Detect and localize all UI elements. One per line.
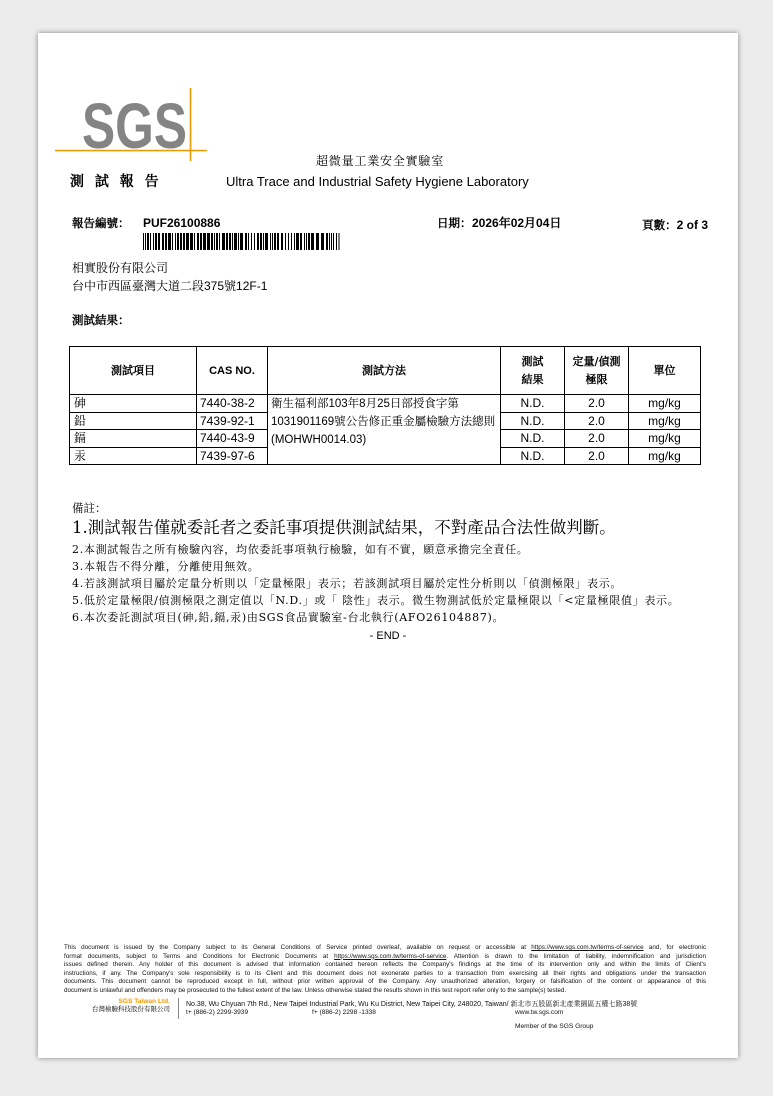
footer-company xyxy=(78,998,170,1014)
header-unit: 單位 xyxy=(629,347,701,395)
results-table xyxy=(69,346,701,465)
barcode-bar xyxy=(194,233,195,250)
barcode-bar xyxy=(245,233,247,250)
barcode-bar xyxy=(251,233,252,250)
barcode-bar xyxy=(339,233,340,250)
disclaimer-line xyxy=(64,953,706,962)
page-label: 頁數： xyxy=(642,218,677,232)
barcode-bar xyxy=(277,233,279,250)
barcode-bar xyxy=(150,233,151,250)
sgs-logo-text: SGS xyxy=(82,90,187,162)
disclaimer-text: format documents, subject to Terms and Conditions for Electronic Documents at xyxy=(64,952,335,960)
barcode-bar xyxy=(240,233,243,250)
report-page xyxy=(38,33,738,1058)
barcode-bar xyxy=(147,233,149,250)
barcode-bar xyxy=(229,233,231,250)
report-date-label: 日期： xyxy=(437,216,472,230)
barcode-bar xyxy=(186,233,189,250)
barcode-bar xyxy=(153,233,154,250)
test-item-cell: 砷 xyxy=(70,395,197,413)
barcode-bar xyxy=(316,233,319,250)
barcode-bar xyxy=(219,233,220,250)
barcode-bar xyxy=(162,233,164,250)
barcode-bar xyxy=(214,233,215,250)
barcode-bar xyxy=(333,233,334,250)
unit-cell: mg/kg xyxy=(629,430,701,448)
barcode-bar xyxy=(172,233,173,250)
note-item: 2.本測試報告之所有檢驗內容，均依委託事項執行檢驗，如有不實，願意承擔完全責任。 xyxy=(72,543,529,556)
test-item-cell: 汞 xyxy=(70,447,197,465)
disclaimer-line: instructions, if any. The Company's sole responsibility is to its Client and this document does not exonerate parties to a transaction from exercising all their rights and obligations under the transaction xyxy=(64,969,706,977)
company-website-link[interactable]: www.tw.sgs.com xyxy=(515,1009,564,1016)
barcode-bar xyxy=(270,233,271,250)
barcode-bar xyxy=(145,233,146,250)
cas-no-cell: 7440-38-2 xyxy=(197,395,268,413)
barcode-bar xyxy=(234,233,237,250)
table-row xyxy=(70,395,701,413)
note-item: 3.本報告不得分離，分離使用無效。 xyxy=(72,560,260,573)
notes-label: 備註： xyxy=(72,501,107,515)
unit-cell: mg/kg xyxy=(629,395,701,413)
barcode-bar xyxy=(308,233,310,250)
report-date: 2026年02月04日 xyxy=(472,216,562,230)
cas-no-cell: 7440-43-9 xyxy=(197,430,268,448)
barcode-bar xyxy=(216,233,218,250)
barcode-bar xyxy=(238,233,239,250)
barcode xyxy=(143,233,340,250)
client-name: 相實股份有限公司 xyxy=(72,261,169,275)
barcode-bar xyxy=(281,233,283,250)
footer-divider xyxy=(178,998,179,1019)
barcode-bar xyxy=(211,233,213,250)
terms-of-service-link[interactable]: https://www.sgs.com.tw/terms-of-service xyxy=(531,944,644,951)
company-name-en: SGS Taiwan Ltd. xyxy=(118,998,170,1005)
note-item: 6.本次委託測試項目(砷,鉛,鎘,汞)由SGS食品實驗室-台北執行(AFO26104887)。 xyxy=(72,611,505,624)
barcode-bar xyxy=(232,233,233,250)
barcode-bar xyxy=(294,233,295,250)
barcode-bar xyxy=(274,233,276,250)
barcode-bar xyxy=(257,233,259,250)
test-method-cell xyxy=(268,395,501,465)
report-number-label: 報告編號： xyxy=(72,216,130,230)
results-label: 測試結果： xyxy=(72,313,130,327)
barcode-bar xyxy=(143,233,144,250)
result-cell: N.D. xyxy=(501,395,565,413)
disclaimer-text: and, for electronic xyxy=(643,944,706,951)
barcode-bar xyxy=(329,233,330,250)
result-cell: N.D. xyxy=(501,430,565,448)
barcode-bar xyxy=(180,233,182,250)
document-title: 測 試 報 告 xyxy=(70,174,162,190)
disclaimer-line xyxy=(64,944,706,953)
header-limit-line: 定量/偵測 xyxy=(572,354,621,368)
barcode-bar xyxy=(190,233,193,250)
result-cell: N.D. xyxy=(501,412,565,430)
disclaimer-text: . Attention is drawn to the limitation of liability, indemnification and jurisdiction xyxy=(446,952,706,960)
barcode-bar xyxy=(300,233,302,250)
barcode-bar xyxy=(265,233,268,250)
barcode-bar xyxy=(200,233,202,250)
barcode-bar xyxy=(226,233,228,250)
report-number: PUF26100886 xyxy=(143,216,221,230)
unit-cell: mg/kg xyxy=(629,412,701,430)
barcode-bar xyxy=(321,233,324,250)
disclaimer-line: issues defined therein. Any holder of this document is advised that information contained hereon reflects the Company's findings at the time of its intervention only and within the limits of Client's xyxy=(64,961,706,969)
company-fax: f+ (886-2) 2298 -1338 xyxy=(312,1009,376,1016)
disclaimer-line: documents. This document cannot be reproduced except in full, without prior written approval of the Company. Any unauthorized alteration, forgery or falsification of the content or appearance of this xyxy=(64,978,706,986)
barcode-bar xyxy=(296,233,299,250)
barcode-bar xyxy=(331,233,332,250)
sgs-logo xyxy=(53,85,213,165)
member-of-sgs-group: Member of the SGS Group xyxy=(515,1023,594,1030)
barcode-bar xyxy=(197,233,199,250)
barcode-bar xyxy=(326,233,328,250)
barcode-bar xyxy=(263,233,264,250)
barcode-bar xyxy=(291,233,292,250)
barcode-bar xyxy=(311,233,314,250)
page-indicator xyxy=(642,216,708,234)
header-test-result-line: 結果 xyxy=(521,372,544,386)
lab-name-zh: 超微量工業安全實驗室 xyxy=(316,154,445,168)
page-number: 2 of 3 xyxy=(676,218,708,232)
barcode-bar xyxy=(306,233,307,250)
barcode-bar xyxy=(158,233,160,250)
header-cas-no: CAS NO. xyxy=(197,347,268,395)
cas-no-cell: 7439-97-6 xyxy=(197,447,268,465)
limit-cell: 2.0 xyxy=(565,395,629,413)
header-test-result xyxy=(501,347,565,395)
result-cell: N.D. xyxy=(501,447,565,465)
method-line: (MOHWH0014.03) xyxy=(271,434,367,446)
disclaimer-line: document is unlawful and offenders may be prosecuted to the fullest extent of the law. Unless otherwise stated the results shown in this test report refer only to the sample(s) tested. xyxy=(64,986,567,994)
barcode-bar xyxy=(203,233,206,250)
method-line: 衛生福利部103年8月25日部授食字第 xyxy=(271,398,459,410)
cas-no-cell: 7439-92-1 xyxy=(197,412,268,430)
limit-cell: 2.0 xyxy=(565,430,629,448)
barcode-bar xyxy=(288,233,289,250)
method-line: 1031901169號公告修正重金屬檢驗方法總則 xyxy=(271,416,496,428)
test-item-cell: 鉛 xyxy=(70,412,197,430)
note-item: 5.低於定量極限/偵測極限之測定值以「N.D.」或「 陰性」表示。微生物測試低於定量極限以「<定量極限值」表示。 xyxy=(72,594,680,607)
barcode-bar xyxy=(155,233,157,250)
table-header-row xyxy=(70,347,701,395)
barcode-bar xyxy=(304,233,305,250)
end-mark: - END - xyxy=(369,630,407,642)
terms-of-service-link[interactable]: https://www.sgs.com.tw/terms-of-service xyxy=(334,952,447,960)
client-address: 台中市西區臺灣大道二段375號12F-1 xyxy=(72,279,268,293)
barcode-bar xyxy=(183,233,185,250)
disclaimer-text: This document is issued by the Company subject to its General Conditions of Service printed overleaf, available on request or accessible at xyxy=(64,944,532,951)
company-telephone: t+ (886-2) 2299-3939 xyxy=(186,1009,249,1016)
note-item: 4.若該測試項目屬於定量分析則以「定量極限」表示；若該測試項目屬於定性分析則以「偵測極限」表示。 xyxy=(72,577,623,590)
barcode-bar xyxy=(177,233,179,250)
note-item: 1.測試報告僅就委託者之委託事項提供測試結果，不對產品合法性做判斷。 xyxy=(72,518,616,537)
legal-disclaimer xyxy=(64,944,706,996)
barcode-bar xyxy=(260,233,262,250)
header-test-result-line: 測試 xyxy=(521,354,544,368)
header-limit xyxy=(565,347,629,395)
header-test-item: 測試項目 xyxy=(70,347,197,395)
limit-cell: 2.0 xyxy=(565,447,629,465)
header-limit-line: 極限 xyxy=(585,372,608,386)
barcode-bar xyxy=(222,233,225,250)
unit-cell: mg/kg xyxy=(629,447,701,465)
barcode-bar xyxy=(207,233,210,250)
company-address: No.38, Wu Chyuan 7th Rd., New Taipei Industrial Park, Wu Ku District, New Taipei City, 248020, Taiwan/ 新北市五股區新北產業園區五權七路38號 xyxy=(186,1001,638,1008)
test-item-cell: 鎘 xyxy=(70,430,197,448)
lab-name-en: Ultra Trace and Industrial Safety Hygiene Laboratory xyxy=(226,174,529,189)
barcode-bar xyxy=(248,233,249,250)
barcode-bar xyxy=(272,233,273,250)
header-test-method: 測試方法 xyxy=(268,347,501,395)
barcode-bar xyxy=(254,233,255,250)
barcode-bar xyxy=(165,233,167,250)
barcode-bar xyxy=(336,233,337,250)
company-name-zh: 台灣檢驗科技股份有限公司 xyxy=(92,1006,170,1013)
barcode-bar xyxy=(168,233,171,250)
barcode-bar xyxy=(285,233,286,250)
limit-cell: 2.0 xyxy=(565,412,629,430)
barcode-bar xyxy=(175,233,176,250)
